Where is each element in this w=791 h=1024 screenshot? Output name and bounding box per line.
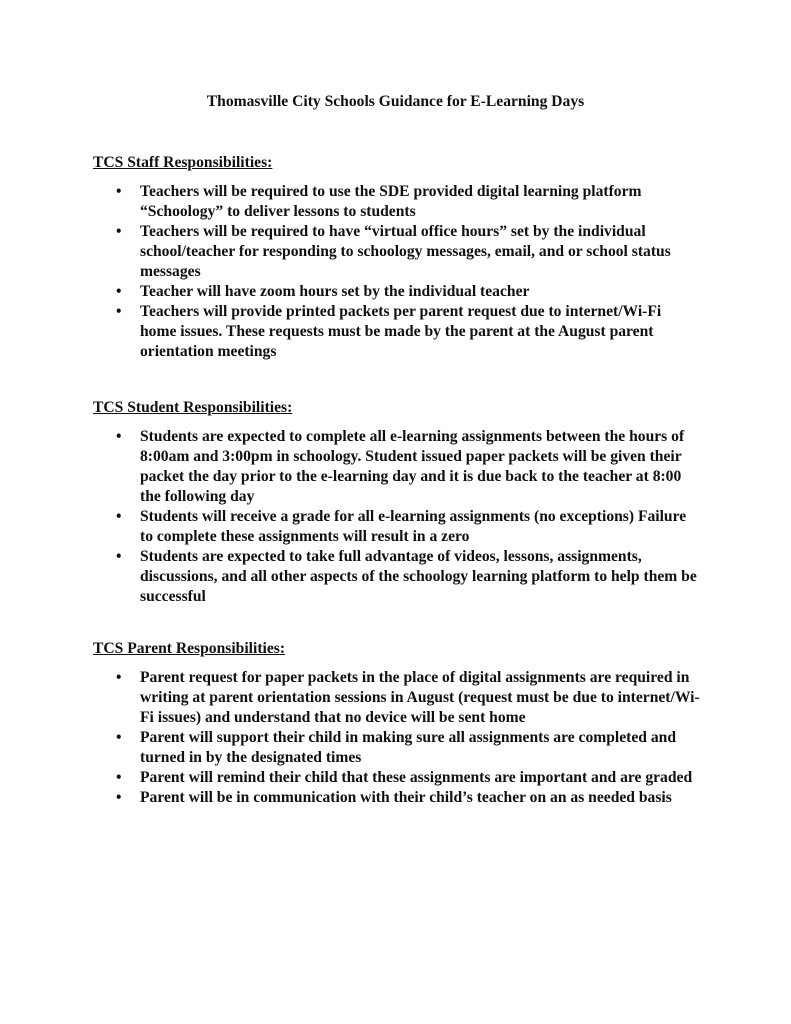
list-item-text: 8:00am and 3:00pm in schoology. Student issued paper packets will be given their <box>140 448 682 465</box>
list-item-text: writing at parent orientation sessions in August (request must be due to internet/Wi- <box>140 689 700 706</box>
list-item <box>93 182 733 222</box>
bullet-icon: • <box>116 303 122 320</box>
bullet-list <box>93 427 733 607</box>
list-item-text: Parent request for paper packets in the place of digital assignments are required in <box>140 669 690 686</box>
student-responsibilities-section <box>93 398 733 607</box>
list-item-text: Students are expected to take full advantage of videos, lessons, assignments, <box>140 548 642 565</box>
list-item-text: Parent will support their child in making sure all assignments are completed and <box>140 729 677 746</box>
bullet-icon: • <box>116 548 122 565</box>
list-item-text: the following day <box>140 488 255 505</box>
list-item-text: packet the day prior to the e-learning day and it is due back to the teacher at 8:00 <box>140 468 682 485</box>
list-item-text: to complete these assignments will result in a zero <box>140 528 470 545</box>
list-item-text: Teachers will be required to have “virtual office hours” set by the individual <box>140 223 646 240</box>
section-heading: TCS Staff Responsibilities: <box>93 154 273 171</box>
list-item-text: Students are expected to complete all e-learning assignments between the hours of <box>140 428 685 445</box>
list-item-text: Parent will be in communication with their child’s teacher on an as needed basis <box>140 789 672 806</box>
parent-responsibilities-section <box>93 639 733 808</box>
list-item-text: “Schoology” to deliver lessons to students <box>140 203 416 220</box>
list-item <box>93 728 733 768</box>
list-item <box>93 507 733 547</box>
list-item-text: Students will receive a grade for all e-learning assignments (no exceptions) Failure <box>140 508 687 525</box>
list-item <box>93 547 733 607</box>
section-heading: TCS Student Responsibilities: <box>93 399 293 416</box>
list-item <box>93 222 733 282</box>
list-item <box>93 282 733 302</box>
list-item-text: Teachers will provide printed packets per parent request due to internet/Wi-Fi <box>140 303 662 320</box>
bullet-icon: • <box>116 183 122 200</box>
list-item-text: school/teacher for responding to schoology messages, email, and or school status <box>140 243 671 260</box>
list-item-text: Parent will remind their child that these assignments are important and are graded <box>140 769 693 786</box>
section-heading: TCS Parent Responsibilities: <box>93 640 286 657</box>
bullet-icon: • <box>116 789 122 806</box>
list-item <box>93 788 733 808</box>
list-item-text: Teacher will have zoom hours set by the individual teacher <box>140 283 530 300</box>
list-item <box>93 668 733 728</box>
list-item <box>93 302 733 362</box>
staff-responsibilities-section <box>93 153 733 362</box>
bullet-icon: • <box>116 769 122 786</box>
bullet-icon: • <box>116 729 122 746</box>
list-item-text: successful <box>140 588 206 605</box>
list-item <box>93 427 733 507</box>
document-title: Thomasville City Schools Guidance for E-Learning Days <box>206 93 585 110</box>
bullet-icon: • <box>116 508 122 525</box>
bullet-icon: • <box>116 283 122 300</box>
list-item-text: Fi issues) and understand that no device will be sent home <box>140 709 526 726</box>
list-item-text: orientation meetings <box>140 343 277 360</box>
bullet-icon: • <box>116 223 122 240</box>
list-item-text: home issues. These requests must be made by the parent at the August parent <box>140 323 654 340</box>
list-item <box>93 768 733 788</box>
bullet-icon: • <box>116 669 122 686</box>
bullet-list <box>93 668 733 808</box>
list-item-text: discussions, and all other aspects of the schoology learning platform to help them be <box>140 568 697 585</box>
list-item-text: Teachers will be required to use the SDE provided digital learning platform <box>140 183 642 200</box>
bullet-list <box>93 182 733 362</box>
bullet-icon: • <box>116 428 122 445</box>
list-item-text: messages <box>140 263 201 280</box>
list-item-text: turned in by the designated times <box>140 749 362 766</box>
